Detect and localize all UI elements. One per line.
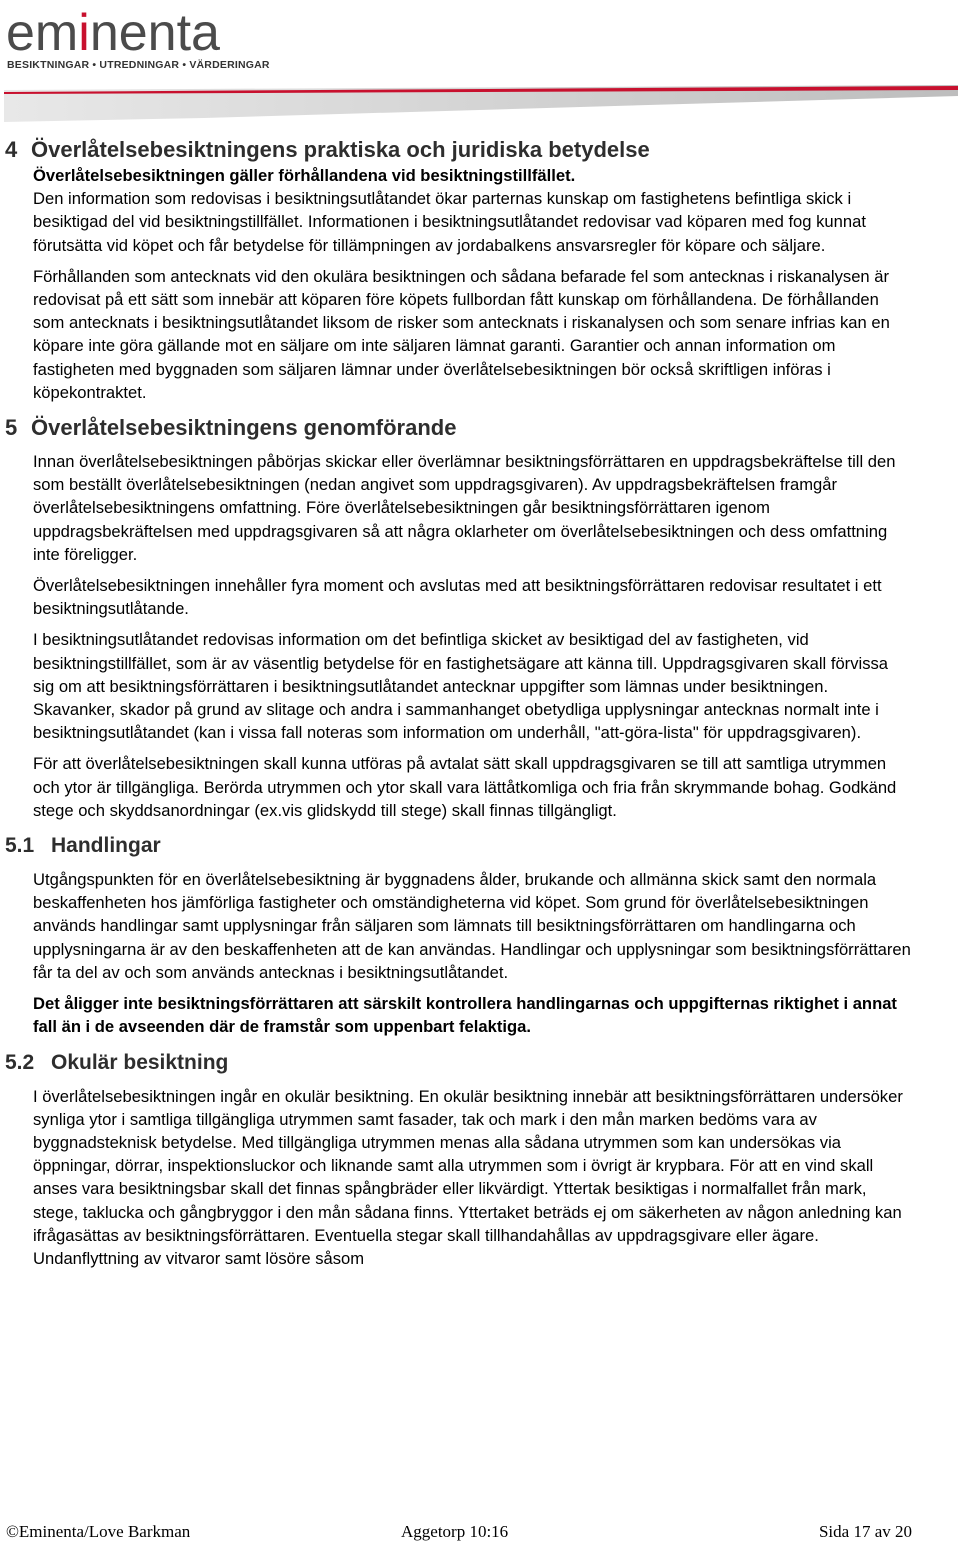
paragraph: I besiktningsutlåtandet redovisas information om det befintliga skicket av besiktigad del av fastigheten, vid besiktningstillfället, som är av väsentlig betydelse för en fastighetsägare att känna till. Uppdragsgivaren skall förvissa sig om att besiktningsförrättaren i besiktningsutlåtandet antecknar uppgifter som lämnas under besiktningen. Skavanker, skador på grund av slitage och andra i sammanhanget obetydliga upplysningar antecknas normalt inte i besiktningsutlåtandet (kan i vissa fall noteras som information om underhåll, "att-göra-lista" för uppdragsgivaren). — [33, 630, 889, 743]
footer-copyright: ©Eminenta/Love Barkman — [6, 1522, 191, 1541]
footer-property: Aggetorp 10:16 — [401, 1522, 509, 1541]
eminenta-logo — [6, 4, 270, 74]
section-title: Överlåtelsebesiktningens genomförande — [31, 415, 457, 441]
paragraph: Innan överlåtelsebesiktningen påbörjas skickar eller överlämnar besiktningsförrättaren en uppdragsbekräftelse till den som beställt överlåtelsebesiktningen (nedan angivet som uppdragsgivaren). Av uppdragsbekräftelsen framgår överlåtelsebesiktningens omfattning. Före överlåtelsebesiktningen går besiktningsförrättaren igenom uppdragsbekräftelsen med uppdragsgivaren så att några oklarheter om överlåtelsebesiktningen och dess omfattning inte föreligger. — [33, 452, 896, 564]
header-swoosh — [4, 82, 958, 124]
bold-notice: Det åligger inte besiktningsförrättaren att särskilt kontrollera handlingarnas och uppgifternas riktighet i annat fall än i de avseenden där de framstår som uppenbart felaktiga. — [33, 994, 897, 1037]
section-5-1-heading — [0, 832, 960, 860]
paragraph: Den information som redovisas i besiktningsutlåtandet ökar parternas kunskap om fastighetens befintliga skick i besiktigad del vid besiktningstillfället. Informationen i besiktningsutlåtandet redovisar vad köparen med fog kunnat förutsätta vid köpet och får betydelse för tillämpningen av jordabalkens ansvarsregler för köpare och säljare. — [33, 189, 866, 255]
section-title: Okulär besiktning — [51, 1050, 229, 1074]
section-title: Handlingar — [51, 834, 161, 858]
page-footer — [0, 1522, 960, 1544]
paragraph: För att överlåtelsebesiktningen skall kunna utföras på avtalat sätt skall uppdragsgivaren se till att samtliga utrymmen och ytor är tillgängliga. Berörda utrymmen och ytor skall vara lättåtkomliga och fria från skrymmande bohag. Godkänd stege och skyddsanordningar (ex.vis glidskydd till stege) skall finnas tillgängligt. — [33, 754, 897, 820]
document-body — [0, 136, 960, 1270]
logo-tagline: BESIKTNINGAR • UTREDNINGAR • VÄRDERINGAR — [7, 59, 270, 71]
logo-word-i: i — [78, 4, 90, 62]
paragraph: I överlåtelsebesiktningen ingår en okulär besiktning. En okulär besiktning innebär att besiktningsförrättaren undersöker synliga ytor i samtliga tillgängliga utrymmen samt fasader, tak och mark i den mån marken bedöms vara av byggnadsteknisk betydelse. Med tillgängliga utrymmen menas alla sådana utrymmen som kan undersökas via öppningar, dörrar, inspektionsluckor och liknande samt alla utrymmen som i övrigt är krypbara. För att en vind skall anses vara besiktningsbar skall det finnas spångbräder eller likvärdigt. Yttertak besiktigas i normalfallet från mark, stege, taklucka och gångbryggor i den mån sådana finns. Yttertaket beträds ej om säkerheten av någon anledning kan ifrågasättas av besiktningsförrättaren. Eventuella stegar skall tillhandahållas av uppdragsgivare eller ägare. Undanflyttning av vitvaror samt lösöre såsom — [33, 1086, 903, 1268]
logo-word-part: em — [6, 4, 79, 62]
section-4-lead: Överlåtelsebesiktningen gäller förhållandena vid besiktningstillfället. — [33, 166, 576, 185]
section-number: 5.2 — [5, 1050, 35, 1074]
section-number: 5.1 — [5, 834, 35, 858]
section-number: 4 — [5, 137, 18, 162]
footer-page-number: Sida 17 av 20 — [818, 1522, 912, 1541]
paragraph: Överlåtelsebesiktningen innehåller fyra moment och avslutas med att besiktningsförrättaren redovisar resultatet i ett besiktningsutlåtande. — [33, 576, 882, 619]
logo-wordmark — [6, 4, 220, 62]
paragraph: Förhållanden som antecknats vid den okulära besiktningen och sådana befarade fel som antecknas i riskanalysen är redovisat på ett sätt som innebär att köparen före köpets fullbordan fått kunskap om förhållandena. De förhållanden som antecknats i besiktningsutlåtandet liksom de risker som antecknats i riskanalysen och som senare infrias kan en köpare inte göra gällande mot en säljare om inte säljaren lämnat garanti. Garantier och annan information om fastigheten med byggnaden som säljaren lämnar under överlåtelsebesiktningen bör också skriftligen införas i köpekontraktet. — [33, 266, 890, 402]
section-title: Överlåtelsebesiktningens praktiska och juridiska betydelse — [31, 137, 650, 162]
section-number: 5 — [5, 415, 18, 441]
paragraph: Utgångspunkten för en överlåtelsebesiktning är byggnadens ålder, brukande och allmänna skick samt den normala beskaffenheten hos jämförliga fastigheter och omständigheterna vid köpet. Som grund för överlåtelsebesiktningen används handlingar samt upplysningar från säljaren som lämnats till besiktningsförrättaren om handlingarna och upplysningarna är av den beskaffenheten att de kan användas. Handlingar och upplysningar som besiktningsförrättaren får ta del av och som används antecknas i besiktningsutlåtandet. — [33, 870, 911, 982]
logo-word-part: nenta — [89, 4, 220, 62]
section-5-heading — [0, 414, 960, 442]
section-5-2-heading — [0, 1049, 960, 1077]
section-4-heading — [0, 136, 960, 164]
